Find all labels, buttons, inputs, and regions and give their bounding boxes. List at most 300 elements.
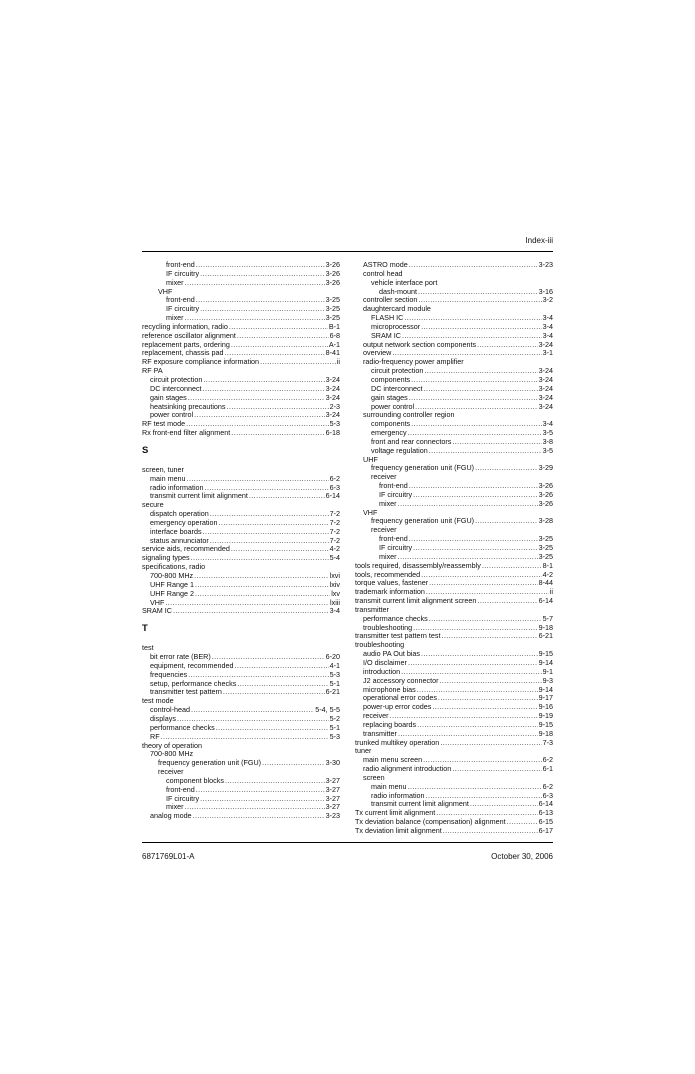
index-entry-page: 7-2 xyxy=(329,509,340,519)
index-entry-term: IF circuitry xyxy=(166,793,200,803)
index-entry-page: 3-24 xyxy=(538,392,553,402)
index-entry-term: mixer xyxy=(379,551,397,561)
index-entry-term: replacing boards xyxy=(363,719,417,729)
dot-leader xyxy=(475,464,538,473)
index-entry xyxy=(142,358,340,367)
index-entry-term: mixer xyxy=(166,277,184,287)
index-entry-page: 7-2 xyxy=(329,517,340,527)
index-entry-term: front-end xyxy=(379,534,408,544)
dot-leader xyxy=(411,376,537,385)
index-entry-term: Rx front-end filter alignment xyxy=(142,428,231,438)
index-entry-page: 6-3 xyxy=(329,482,340,492)
index-entry-page: 9-16 xyxy=(538,702,553,712)
index-entry-term: heatsinking precautions xyxy=(150,401,226,411)
dot-leader xyxy=(229,323,328,332)
index-entry-term: power-up error codes xyxy=(363,702,432,712)
index-entry-term: signaling types xyxy=(142,553,190,563)
index-entry-term: main menu xyxy=(150,473,186,483)
dot-leader xyxy=(413,491,537,500)
index-entry xyxy=(355,739,553,748)
dot-leader xyxy=(409,394,538,403)
index-entry-term: bit error rate (BER) xyxy=(150,652,211,662)
index-entry-term: front-end xyxy=(166,784,195,794)
dot-leader xyxy=(185,803,325,812)
index-entry-page: 6-8 xyxy=(329,330,340,340)
index-entry xyxy=(142,607,340,616)
index-entry-term: tools required, disassembly/reassembly xyxy=(355,560,481,570)
dot-leader xyxy=(507,818,538,827)
index-entry-page: 3-16 xyxy=(538,286,553,296)
index-entry-term: transmit current limit alignment screen xyxy=(355,596,477,606)
dot-leader xyxy=(475,517,538,526)
dot-leader xyxy=(200,305,324,314)
index-entry-term: I/O disclaimer xyxy=(363,657,407,667)
index-entry-term: specifications, radio xyxy=(142,562,206,572)
dot-leader xyxy=(477,341,538,350)
index-entry-term: audio PA Out bias xyxy=(363,649,421,659)
index-entry-term: components xyxy=(371,419,411,429)
index-entry-term: overview xyxy=(363,348,392,358)
index-entry-page: 3-24 xyxy=(538,401,553,411)
header-rule xyxy=(142,251,553,252)
index-entry-term: power control xyxy=(150,410,194,420)
index-entry-page: 3-24 xyxy=(325,383,340,393)
index-entry-page: 8-41 xyxy=(325,348,340,358)
index-entry-term: RF xyxy=(150,731,160,741)
index-entry-term: Tx current limit alignment xyxy=(355,808,436,818)
index-entry-page: 3-5 xyxy=(542,445,553,455)
dot-leader xyxy=(231,341,328,350)
index-column-left xyxy=(142,261,340,821)
index-entry-term: receiver xyxy=(363,711,389,721)
index-entry-term: interface boards xyxy=(150,526,202,536)
index-entry-term: emergency operation xyxy=(150,517,218,527)
index-entry-term: front and rear connectors xyxy=(371,436,452,446)
page-header-label: Index-iii xyxy=(525,236,553,245)
index-entry-term: gain stages xyxy=(150,392,187,402)
index-entry xyxy=(355,765,553,774)
dot-leader xyxy=(249,492,325,501)
index-entry-page: 5-7 xyxy=(542,613,553,623)
index-entry-page: 8-44 xyxy=(538,578,553,588)
dot-leader xyxy=(196,261,325,270)
dot-leader xyxy=(237,332,329,341)
index-entry-page: 6-21 xyxy=(325,687,340,697)
dot-leader xyxy=(442,632,538,641)
index-entry-term: screen xyxy=(363,772,385,782)
index-entry-term: theory of operation xyxy=(142,740,202,750)
index-entry-term: transmit current limit alignment xyxy=(371,799,469,809)
index-entry-page: 6-13 xyxy=(538,808,553,818)
index-entry-term: microprocessor xyxy=(371,321,421,331)
index-entry-page: 3-27 xyxy=(325,802,340,812)
dot-leader xyxy=(409,482,538,491)
index-entry-term: controller section xyxy=(363,295,418,305)
index-entry xyxy=(355,500,553,509)
index-entry-page: 5-4, 5-5 xyxy=(315,705,340,715)
index-entry-term: J2 accessory connector xyxy=(363,675,439,685)
dot-leader xyxy=(191,706,314,715)
dot-leader xyxy=(408,783,542,792)
index-entry-term: power control xyxy=(371,401,415,411)
index-entry-term: VHF xyxy=(150,597,165,607)
index-entry-term: FLASH IC xyxy=(371,313,404,323)
index-entry-page: 7-3 xyxy=(542,737,553,747)
dot-leader xyxy=(421,323,541,332)
index-entry-term: IF circuitry xyxy=(379,489,413,499)
index-entry-term: Tx deviation balance (compensation) alignment xyxy=(355,817,506,827)
index-entry-term: test xyxy=(142,643,154,653)
index-column-right xyxy=(355,261,553,836)
index-entry-page: 9-15 xyxy=(538,719,553,729)
index-entry-term: frequency generation unit (FGU) xyxy=(158,758,262,768)
dot-leader xyxy=(262,759,325,768)
index-entry xyxy=(142,492,340,501)
index-entry-page: 3-25 xyxy=(538,543,553,552)
index-entry-term: receiver xyxy=(371,525,397,535)
dot-leader xyxy=(196,786,325,795)
index-entry-term: mixer xyxy=(379,498,397,508)
index-entry-term: SRAM IC xyxy=(142,606,172,616)
dot-leader xyxy=(418,288,538,297)
index-entry xyxy=(355,447,553,456)
index-entry-term: dash-mount xyxy=(379,286,417,296)
index-entry-term: frequency generation unit (FGU) xyxy=(371,516,475,526)
dot-leader xyxy=(440,677,542,686)
index-entry-page: 6-20 xyxy=(325,652,340,662)
index-entry-term: main menu xyxy=(371,781,407,791)
index-entry-page: 3-24 xyxy=(325,410,340,420)
index-entry-term: troubleshooting xyxy=(355,640,405,650)
index-entry-page: 3-5 xyxy=(542,428,553,438)
index-entry-term: emergency xyxy=(371,428,407,438)
index-entry-term: reference oscillator alignment xyxy=(142,330,236,340)
dot-leader xyxy=(470,800,538,809)
index-entry-term: component blocks xyxy=(166,775,224,785)
index-entry-page: 6-2 xyxy=(542,755,553,765)
index-entry-term: circuit protection xyxy=(371,366,424,376)
index-entry-page: 7-2 xyxy=(329,526,340,536)
index-entry-page: 3-24 xyxy=(325,374,340,384)
index-entry-term: front-end xyxy=(166,295,195,305)
index-entry-page: 6-14 xyxy=(538,799,553,809)
index-entry-term: Tx deviation limit alignment xyxy=(355,826,442,835)
index-entry-term: test mode xyxy=(142,696,174,706)
index-entry-page: 6-17 xyxy=(538,826,553,835)
index-entry-term: SRAM IC xyxy=(371,330,401,340)
index-entry-term: IF circuitry xyxy=(166,268,200,278)
index-entry-page: 3-4 xyxy=(542,321,553,331)
index-entry-page: 9-14 xyxy=(538,684,553,694)
index-entry-page: B-1 xyxy=(328,321,340,331)
index-entry-term: output network section components xyxy=(363,339,477,349)
dot-leader xyxy=(194,572,328,581)
dot-leader xyxy=(196,296,325,305)
footer-date: October 30, 2006 xyxy=(491,852,553,861)
index-entry-page: 3-25 xyxy=(538,534,553,544)
dot-leader xyxy=(225,777,325,786)
index-entry-page: 6-2 xyxy=(542,781,553,791)
index-entry-term: analog mode xyxy=(150,811,192,821)
dot-leader xyxy=(173,607,329,616)
index-entry-page: 6-1 xyxy=(542,764,553,774)
index-entry-page: 3-27 xyxy=(325,775,340,785)
index-entry-term: vehicle interface port xyxy=(371,277,438,287)
index-entry-term: main menu screen xyxy=(363,755,423,765)
index-entry-page: 3-4 xyxy=(542,313,553,323)
index-entry-term: frequencies xyxy=(150,669,188,679)
index-entry-page: 3-28 xyxy=(538,516,553,526)
index-entry-term: service aids, recommended xyxy=(142,544,230,554)
index-entry-page: lxv xyxy=(331,588,340,598)
index-entry-term: transmitter test pattern xyxy=(150,687,222,697)
index-entry-term: ASTRO mode xyxy=(363,260,408,269)
index-entry-page: 3-24 xyxy=(538,339,553,349)
dot-leader xyxy=(227,403,329,412)
dot-leader xyxy=(440,739,541,748)
index-entry-page: 6-15 xyxy=(538,817,553,827)
index-entry-page: 5-3 xyxy=(329,419,340,429)
footer-rule xyxy=(142,842,553,843)
index-entry-page: 9-3 xyxy=(542,675,553,685)
dot-leader xyxy=(424,385,538,394)
index-entry-page: 4-2 xyxy=(329,544,340,554)
footer-doc-number: 6871769L01-A xyxy=(142,852,195,861)
index-entry-page: 9-18 xyxy=(538,728,553,738)
dot-leader xyxy=(203,376,324,385)
index-entry-page: 6-3 xyxy=(542,790,553,800)
index-entry-page: 9-14 xyxy=(538,657,553,667)
index-entry-page: 5-3 xyxy=(329,731,340,741)
index-entry-term: front-end xyxy=(166,260,195,269)
index-entry-term: VHF xyxy=(158,286,173,296)
dot-leader xyxy=(429,615,542,624)
dot-leader xyxy=(200,270,324,279)
dot-leader xyxy=(200,795,324,804)
dot-leader xyxy=(237,680,328,689)
index-entry-page: 9-19 xyxy=(538,711,553,721)
index-entry-term: radio information xyxy=(150,482,204,492)
index-entry-term: transmitter xyxy=(355,604,389,614)
index-entry-page: 5-1 xyxy=(329,722,340,732)
index-entry-page: 3-25 xyxy=(325,313,340,323)
index-entry-page: 9-18 xyxy=(538,622,553,632)
index-entry-page: 6-14 xyxy=(538,596,553,606)
index-entry-term: components xyxy=(371,374,411,384)
dot-leader xyxy=(203,385,325,394)
index-entry-page: 3-29 xyxy=(538,463,553,473)
index-entry-term: 700-800 MHz xyxy=(150,749,194,759)
index-entry-page: 3-2 xyxy=(542,295,553,305)
index-entry-term: screen, tuner xyxy=(142,464,184,474)
index-entry-page: ii xyxy=(549,587,553,597)
index-entry-term: microphone bias xyxy=(363,684,416,694)
dot-leader xyxy=(418,296,541,305)
index-entry-term: radio-frequency power amplifier xyxy=(363,357,464,367)
index-entry xyxy=(142,590,340,599)
dot-leader xyxy=(260,358,336,367)
index-entry-term: surrounding controller region xyxy=(363,410,455,420)
index-entry-page: 3-1 xyxy=(542,348,553,358)
dot-leader xyxy=(235,662,329,671)
index-entry-page: 3-26 xyxy=(538,498,553,508)
index-entry-term: control-head xyxy=(150,705,190,715)
dot-leader xyxy=(411,420,541,429)
dot-leader xyxy=(409,535,538,544)
index-entry-term: trademark information xyxy=(355,587,425,597)
index-entry-page: 5-2 xyxy=(329,713,340,723)
index-entry-term: UHF xyxy=(363,454,378,464)
dot-leader xyxy=(187,475,329,484)
index-entry-term: setup, performance checks xyxy=(150,678,237,688)
index-entry-page: 3-23 xyxy=(325,811,340,821)
index-entry-term: DC interconnect xyxy=(150,383,202,393)
index-entry-term: radio alignment introduction xyxy=(363,764,452,774)
index-entry-page: 8-1 xyxy=(542,560,553,570)
index-entry-page: 3-26 xyxy=(325,260,340,269)
index-entry-term: daughtercard module xyxy=(363,304,431,314)
index-entry-term: mixer xyxy=(166,802,184,812)
index-entry-page: 9-1 xyxy=(542,666,553,676)
dot-leader xyxy=(452,765,541,774)
index-entry-term: IF circuitry xyxy=(379,543,413,552)
dot-leader xyxy=(429,447,542,456)
index-entry-term: RF exposure compliance information xyxy=(142,357,260,367)
index-entry-page: 6-14 xyxy=(325,491,340,501)
dot-leader xyxy=(432,703,537,712)
index-entry-page: 5-1 xyxy=(329,678,340,688)
dot-leader xyxy=(477,597,537,606)
dot-leader xyxy=(417,721,537,730)
index-entry-page: 3-25 xyxy=(538,551,553,561)
dot-leader xyxy=(185,279,325,288)
index-entry xyxy=(355,827,553,836)
section-letter-heading: T xyxy=(142,623,148,635)
index-entry-page: lxiv xyxy=(329,579,340,589)
index-entry-page: 3-24 xyxy=(538,374,553,384)
dot-leader xyxy=(404,314,541,323)
index-entry-term: displays xyxy=(150,713,176,723)
index-entry-page: 3-8 xyxy=(542,436,553,446)
index-entry-page: ii xyxy=(336,357,340,367)
index-entry-term: torque values, fastener xyxy=(355,578,429,588)
index-entry-term: control head xyxy=(363,268,403,278)
index-entry-page: 5-3 xyxy=(329,669,340,679)
index-entry-page: 3-30 xyxy=(325,758,340,768)
index-entry-term: transmitter xyxy=(363,728,397,738)
index-entry-term: operational error codes xyxy=(363,693,437,703)
index-entry-term: replacement, chassis pad xyxy=(142,348,224,358)
index-entry-term: VHF xyxy=(363,507,378,517)
index-entry-page: 3-24 xyxy=(538,383,553,393)
dot-leader xyxy=(195,590,330,599)
index-entry-term: replacement parts, ordering xyxy=(142,339,230,349)
index-entry-page: 3-24 xyxy=(325,392,340,402)
dot-leader xyxy=(194,411,324,420)
dot-leader xyxy=(421,571,541,580)
index-entry-term: UHF Range 2 xyxy=(150,588,194,598)
index-entry-page: 9-15 xyxy=(538,649,553,659)
dot-leader xyxy=(443,827,538,836)
index-entry-page: 4-1 xyxy=(329,660,340,670)
index-entry-term: trunked multikey operation xyxy=(355,737,440,747)
dot-leader xyxy=(413,544,537,553)
dot-leader xyxy=(421,650,538,659)
index-entry-page: 3-25 xyxy=(325,295,340,305)
index-entry-term: receiver xyxy=(158,767,184,777)
index-entry-term: RF test mode xyxy=(142,419,186,429)
index-entry-page: 6-2 xyxy=(329,473,340,483)
index-entry-term: tuner xyxy=(355,746,372,756)
index-entry-term: tools, recommended xyxy=(355,569,421,579)
index-entry xyxy=(142,812,340,821)
index-entry-term: circuit protection xyxy=(150,374,203,384)
index-entry-page: 3-4 xyxy=(329,606,340,616)
index-entry-page: 3-4 xyxy=(542,330,553,340)
index-entry-page: lxvi xyxy=(329,571,340,580)
dot-leader xyxy=(219,519,329,528)
dot-leader xyxy=(409,261,538,270)
index-entry-term: dispatch operation xyxy=(150,509,209,519)
index-entry-term: gain stages xyxy=(371,392,408,402)
index-entry-page: 4-2 xyxy=(542,569,553,579)
dot-leader xyxy=(231,429,324,438)
index-entry xyxy=(142,724,340,733)
dot-leader xyxy=(195,581,329,590)
dot-leader xyxy=(482,562,542,571)
index-entry-page: 3-23 xyxy=(538,260,553,269)
index-entry-term: front-end xyxy=(379,481,408,491)
index-entry-term: IF circuitry xyxy=(166,304,200,314)
index-entry-term: receiver xyxy=(371,472,397,482)
index-entry-term: radio information xyxy=(371,790,425,800)
index-entry-page: lxiii xyxy=(330,597,340,607)
index-entry-term: recycling information, radio xyxy=(142,321,228,331)
index-entry-page: 6-18 xyxy=(325,428,340,438)
index-entry-term: RF PA xyxy=(142,366,163,376)
index-entry-term: troubleshooting xyxy=(363,622,413,632)
index-entry-term: performance checks xyxy=(150,722,215,732)
index-entry-page: 3-27 xyxy=(325,784,340,794)
index-entry-term: secure xyxy=(142,500,164,510)
index-entry-page: 3-24 xyxy=(538,366,553,376)
dot-leader xyxy=(424,367,537,376)
index-entry-page: 3-26 xyxy=(538,489,553,499)
index-entry-term: frequency generation unit (FGU) xyxy=(371,463,475,473)
index-entry-term: transmit current limit alignment xyxy=(150,491,248,501)
dot-leader xyxy=(452,438,541,447)
dot-leader xyxy=(165,599,329,608)
index-entry-term: voltage regulation xyxy=(371,445,428,455)
index-entry-term: transmitter test pattern test xyxy=(355,631,441,641)
dot-leader xyxy=(193,812,325,821)
index-entry-term: mixer xyxy=(166,313,184,323)
index-entry-page: 6-21 xyxy=(538,631,553,641)
dot-leader xyxy=(408,659,538,668)
index-entry-page: 9-17 xyxy=(538,693,553,703)
dot-leader xyxy=(429,579,537,588)
index-entry-term: performance checks xyxy=(363,613,428,623)
index-entry-page: 5-4 xyxy=(329,553,340,563)
dot-leader xyxy=(191,554,329,563)
section-letter-heading: S xyxy=(142,444,149,456)
index-entry-page: 3-27 xyxy=(325,793,340,803)
dot-leader xyxy=(223,688,325,697)
index-entry-page: 3-26 xyxy=(325,268,340,278)
index-entry-page: 3-4 xyxy=(542,419,553,429)
index-entry-page: 7-2 xyxy=(329,535,340,545)
index-entry-page: 3-26 xyxy=(538,481,553,491)
